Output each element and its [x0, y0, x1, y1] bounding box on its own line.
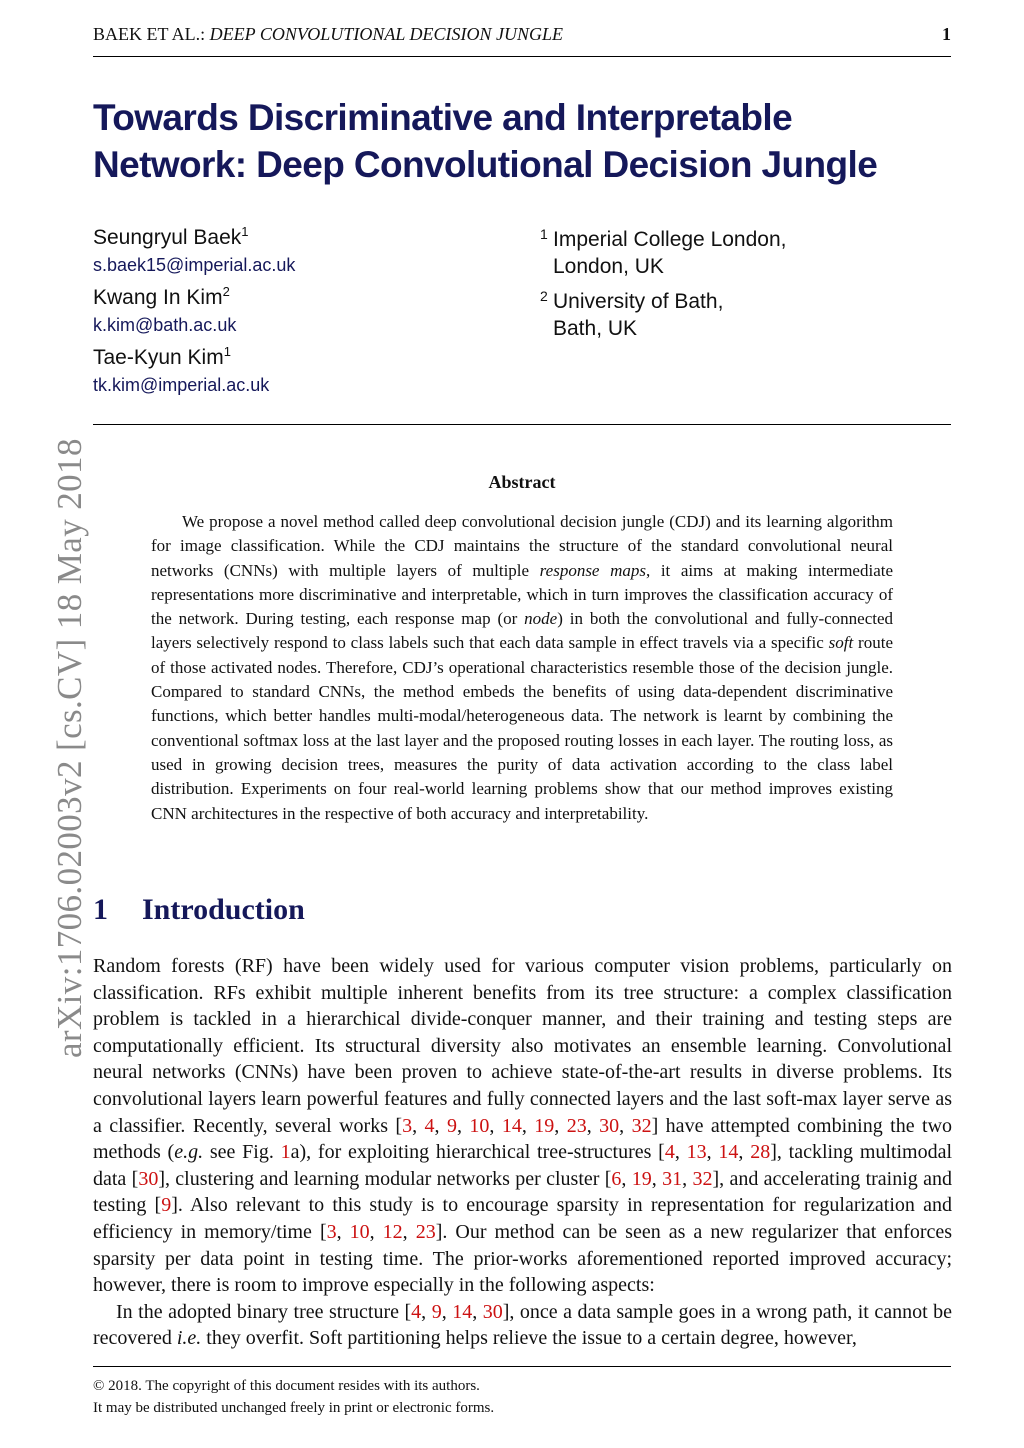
citation-link[interactable]: 9: [431, 1300, 442, 1323]
running-title: DEEP CONVOLUTIONAL DECISION JUNGLE: [209, 24, 563, 44]
author-email[interactable]: tk.kim@imperial.ac.uk: [93, 375, 270, 395]
citation-link[interactable]: 30: [138, 1167, 159, 1190]
title-block-rule: [93, 424, 951, 425]
citation-link[interactable]: 9: [161, 1194, 172, 1217]
intro-paragraph-1: Random forests (RF) have been widely used for various computer vision problems, particularly on classification. RFs exhibit multiple inherent benefits from its tree structure: a complex classification problem is tackled in a hierarchical divide-conquer manner, and their training and testing steps are computationally efficient. Its structural diversity also motivates an ensemble learning. Convolutional neural networks (CNNs) have been proven to achieve state-of-the-art results in diverse problems. Its convolutional layers learn powerful features and fully connected layers and the last soft-max layer serve as a classifier. Recently, several works [3, 4, 9, 10, 14, 19, 23, 30, 32] have attempted combining the two methods (e.g. see Fig. 1a), for exploiting hierarchical tree-structures [4, 13, 14, 28], tackling multimodal data [30], clustering and learning modular networks per cluster [6, 19, 31, 32], and accelerating trainig and testing [9]. Also relevant to this study is to encourage sparsity in representation for regularization and efficiency in memory/time [3, 10, 12, 23]. Our method can be seen as a new regularizer that enforces sparsity per data point in testing time. The prior-works aforementioned reported improved accuracy; however, there is room to improve especially in the following aspects:: [93, 955, 953, 1297]
author-name: Tae-Kyun Kim$^1$: [93, 344, 231, 369]
arxiv-identifier: arXiv:1706.02003v2 [cs.CV] 18 May 2018: [50, 438, 89, 1058]
citation-link[interactable]: 4: [411, 1300, 422, 1323]
copyright-footer: © 2018. The copyright of this document resides with its authors. It may be distributed unchanged freely in print or electronic forms.: [93, 1378, 495, 1416]
citation-link[interactable]: 14: [501, 1114, 522, 1137]
section-number: 1: [93, 893, 108, 926]
title-line-1: Towards Discriminative and Interpretable: [93, 97, 793, 138]
section-title: Introduction: [142, 893, 305, 926]
section-heading: [93, 893, 305, 927]
citation-link[interactable]: 30: [482, 1300, 503, 1323]
citation-link[interactable]: 31: [662, 1167, 683, 1190]
citation-link[interactable]: 4: [664, 1141, 675, 1164]
citation-link[interactable]: 23: [415, 1220, 436, 1243]
running-header-left: BAEK ET AL.: DEEP CONVOLUTIONAL DECISION JUNGLE: [93, 24, 563, 44]
citation-link[interactable]: 30: [599, 1114, 620, 1137]
citation-link[interactable]: 19: [631, 1167, 652, 1190]
running-header: [93, 24, 951, 48]
figure-reference[interactable]: 1: [280, 1141, 291, 1164]
footer-rule: [93, 1366, 951, 1367]
citation-link[interactable]: 14: [452, 1300, 473, 1323]
header-rule: [93, 56, 951, 57]
author-email[interactable]: s.baek15@imperial.ac.uk: [93, 255, 296, 275]
paper-title: [93, 94, 973, 188]
citation-link[interactable]: 23: [566, 1114, 587, 1137]
author-name: Kwang In Kim$^2$: [93, 284, 230, 309]
citation-link[interactable]: 19: [534, 1114, 555, 1137]
citation-link[interactable]: 12: [382, 1220, 403, 1243]
page-number: 1: [942, 24, 951, 44]
intro-body: [93, 953, 952, 1352]
citation-link[interactable]: 13: [686, 1141, 707, 1164]
citation-link[interactable]: 10: [349, 1220, 370, 1243]
citation-link[interactable]: 32: [692, 1167, 713, 1190]
citation-link[interactable]: 32: [631, 1114, 652, 1137]
author-email[interactable]: k.kim@bath.ac.uk: [93, 315, 237, 335]
citation-link[interactable]: 9: [446, 1114, 457, 1137]
citation-link[interactable]: 6: [611, 1167, 622, 1190]
citation-link[interactable]: 10: [469, 1114, 490, 1137]
citation-link[interactable]: 28: [750, 1141, 771, 1164]
abstract-heading: Abstract: [488, 472, 556, 492]
abstract-text: We propose a novel method called deep convolutional decision jungle (CDJ) and its learning algorithm for image classification. While the CDJ maintains the structure of the standard convolutional neural networks (CNNs) with multiple layers of multiple response maps, it aims at making intermediate representations more discriminative and interpretable, which in turn improves the classification accuracy of the network. During testing, each response map (or node) in both the convolutional and fully-connected layers selectively respond to class labels such that each data sample in effect travels via a specific soft route of those activated nodes. Therefore, CDJ’s operational characteristics resemble those of the decision jungle. Compared to standard CNNs, the method embeds the benefits of using data-dependent discriminative functions, which better handles multi-modal/heterogeneous data. The network is learnt by combining the conventional softmax loss at the last layer and the proposed routing losses in each layer. The routing loss, as used in growing decision trees, measures the purity of data activation according to the class label distribution. Experiments on four real-world learning problems show that our method improves existing CNN architectures in the respective of both accuracy and interpretability.: [151, 512, 894, 823]
citation-link[interactable]: 3: [326, 1220, 337, 1243]
citation-link[interactable]: 14: [718, 1141, 739, 1164]
title-line-2: Network: Deep Convolutional Decision Jungle: [93, 144, 878, 185]
citation-link[interactable]: 4: [424, 1114, 435, 1137]
citation-link[interactable]: 3: [402, 1114, 413, 1137]
intro-paragraph-2: In the adopted binary tree structure [4, 9, 14, 30], once a data sample goes in a wrong path, it cannot be recovered i.e. they overfit. Soft partitioning helps relieve the issue to a certain degree, however,: [93, 1300, 953, 1350]
author-name: Seungryul Baek$^1$: [93, 224, 249, 249]
